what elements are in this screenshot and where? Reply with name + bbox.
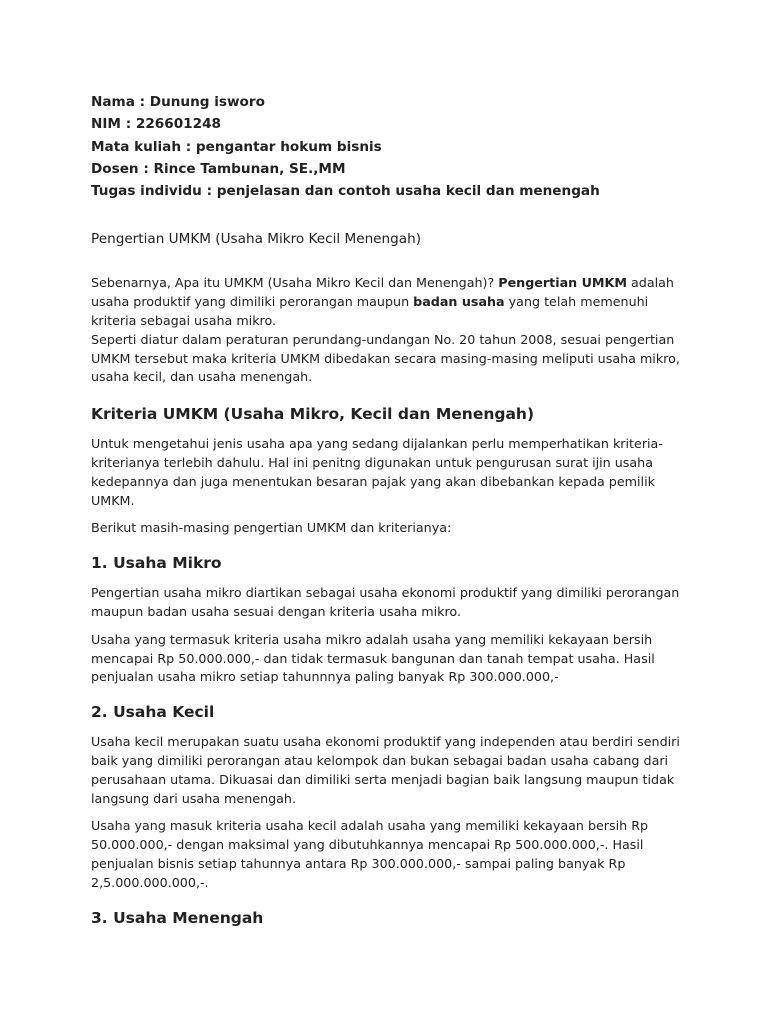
usaha-menengah-heading: 3. Usaha Menengah (91, 908, 264, 927)
umkm-definition-title: Pengertian UMKM (Usaha Mikro Kecil Menengah) (91, 231, 422, 248)
student-nim: NIM : 226601248 (91, 116, 221, 133)
intro-text-e: yang telah memenuhi kriteria sebagai usaha mikro. (91, 294, 649, 329)
intro-text-c: adalah usaha produktif yang dimiliki perorangan maupun (91, 275, 674, 310)
assignment-title: Tugas individu : penjelasan dan contoh usaha kecil dan menengah (91, 183, 600, 200)
usaha-kecil-paragraph-2: Usaha yang masuk kriteria usaha kecil adalah usaha yang memiliki kekayaan bersih Rp 50.000.000,- dengan maksimal yang dibutuhkannya mencapai Rp 500.000.000,-. Hasil penjualan bisnis setiap tahunnya antara Rp 300.000.000,- sampai paling banyak Rp 2,5.000.000.000,-. (91, 818, 649, 890)
course-name: Mata kuliah : pengantar hokum bisnis (91, 138, 382, 155)
document-page (91, 91, 691, 929)
usaha-mikro-paragraph-2: Usaha yang termasuk kriteria usaha mikro adalah usaha yang memiliki kekayaan bersih mencapai Rp 50.000.000,- dan tidak termasuk bangunan dan tanah tempat usaha. Hasil penjualan usaha mikro setiap tahunnnya paling banyak Rp 300.000.000,- (91, 631, 655, 685)
usaha-mikro-heading: 1. Usaha Mikro (91, 554, 222, 573)
student-name: Nama : Dunung isworo (91, 94, 265, 110)
intro-bold-badan-usaha: badan usaha (413, 294, 505, 310)
usaha-kecil-heading: 2. Usaha Kecil (91, 703, 215, 722)
lecturer-name: Dosen : Rince Tambunan, SE.,MM (91, 160, 346, 177)
umkm-regulation-paragraph: Seperti diatur dalam peraturan perundang-undangan No. 20 tahun 2008, sesuai pengertian UMKM tersebut maka kriteria UMKM dibedakan secara masing-masing meliputi usaha mikro, usaha kecil, dan usaha menengah. (91, 331, 680, 385)
intro-bold-umkm: Pengertian UMKM (498, 275, 627, 291)
kriteria-heading: Kriteria UMKM (Usaha Mikro, Kecil dan Menengah) (91, 405, 535, 424)
umkm-definition-paragraph (91, 274, 691, 330)
kriteria-paragraph: Untuk mengetahui jenis usaha apa yang sedang dijalankan perlu memperhatikan kriteria-kriterianya terlebih dahulu. Hal ini penitng digunakan untuk pengurusan surat ijin usaha kedepannya dan juga menentukan besaran pajak yang akan dibebankan kepada pemilik UMKM. (91, 436, 663, 508)
usaha-mikro-paragraph-1: Pengertian usaha mikro diartikan sebagai usaha ekonomi produktif yang dimiliki perorangan maupun badan usaha sesuai dengan kriteria usaha mikro. (91, 585, 680, 620)
kriteria-intro-line: Berikut masih-masing pengertian UMKM dan kriterianya: (91, 520, 452, 536)
usaha-kecil-paragraph-1: Usaha kecil merupakan suatu usaha ekonomi produktif yang independen atau berdiri sendiri baik yang dimiliki perorangan atau kelompok dan bukan sebagai badan usaha cabang dari perusahaan utama. Dikuasai dan dimiliki serta menjadi bagian baik langsung maupun tidak langsung dari usaha menengah. (91, 734, 680, 806)
student-info (91, 91, 691, 202)
intro-text-a: Sebenarnya, Apa itu UMKM (Usaha Mikro Kecil dan Menengah)? (91, 275, 499, 291)
